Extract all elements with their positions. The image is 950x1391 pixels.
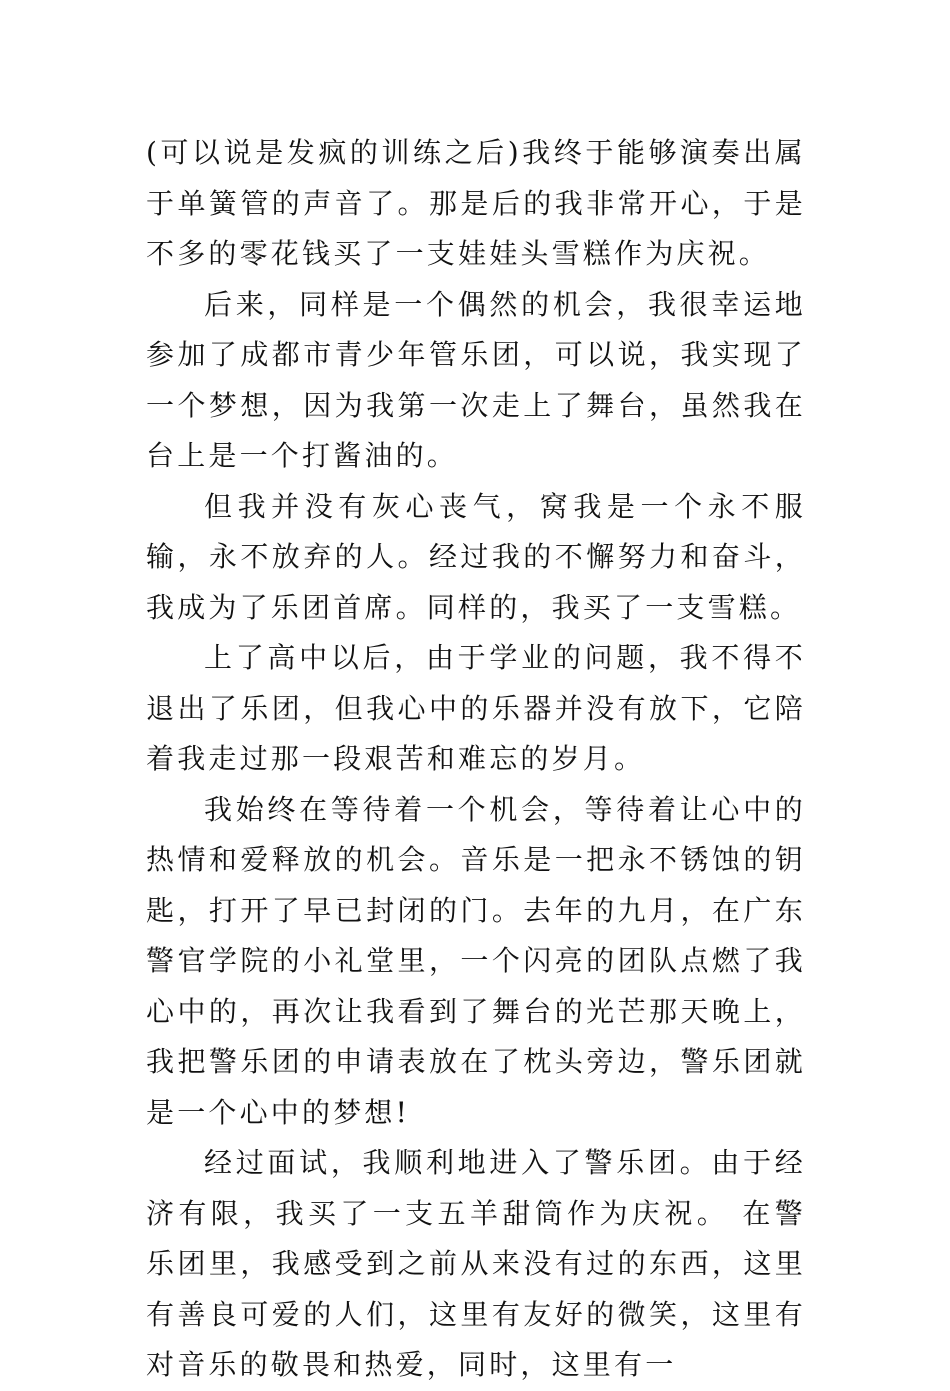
paragraph-6: 经过面试，我顺利地进入了警乐团。由于经济有限，我买了一支五羊甜筒作为庆祝。 在警乐团里，我感受到之前从来没有过的东西，这里有善良可爱的人们，这里有友好的微笑，这里有对音乐的敬畏和热爱，同时，这里有一 [146, 1146, 806, 1381]
paragraph-1: (可以说是发疯的训练之后)我终于能够演奏出属于单簧管的声音了。那是后的我非常开心，于是不多的零花钱买了一支娃娃头雪糕作为庆祝。 [146, 136, 806, 270]
paragraph-2: 后来，同样是一个偶然的机会，我很幸运地参加了成都市青少年管乐团，可以说，我实现了一个梦想，因为我第一次走上了舞台，虽然我在台上是一个打酱油的。 [146, 287, 806, 472]
paragraph-4: 上了高中以后，由于学业的问题，我不得不退出了乐团，但我心中的乐器并没有放下，它陪着我走过那一段艰苦和难忘的岁月。 [146, 641, 806, 775]
body-text [146, 128, 806, 1391]
paragraph-5: 我始终在等待着一个机会，等待着让心中的热情和爱释放的机会。音乐是一把永不锈蚀的钥匙，打开了早已封闭的门。去年的九月，在广东警官学院的小礼堂里，一个闪亮的团队点燃了我心中的，再次让我看到了舞台的光芒那天晚上，我把警乐团的申请表放在了枕头旁边，警乐团就是一个心中的梦想! [146, 792, 806, 1129]
paragraph-3: 但我并没有灰心丧气，窝我是一个永不服输，永不放弃的人。经过我的不懈努力和奋斗，我成为了乐团首席。同样的，我买了一支雪糕。 [146, 489, 806, 624]
